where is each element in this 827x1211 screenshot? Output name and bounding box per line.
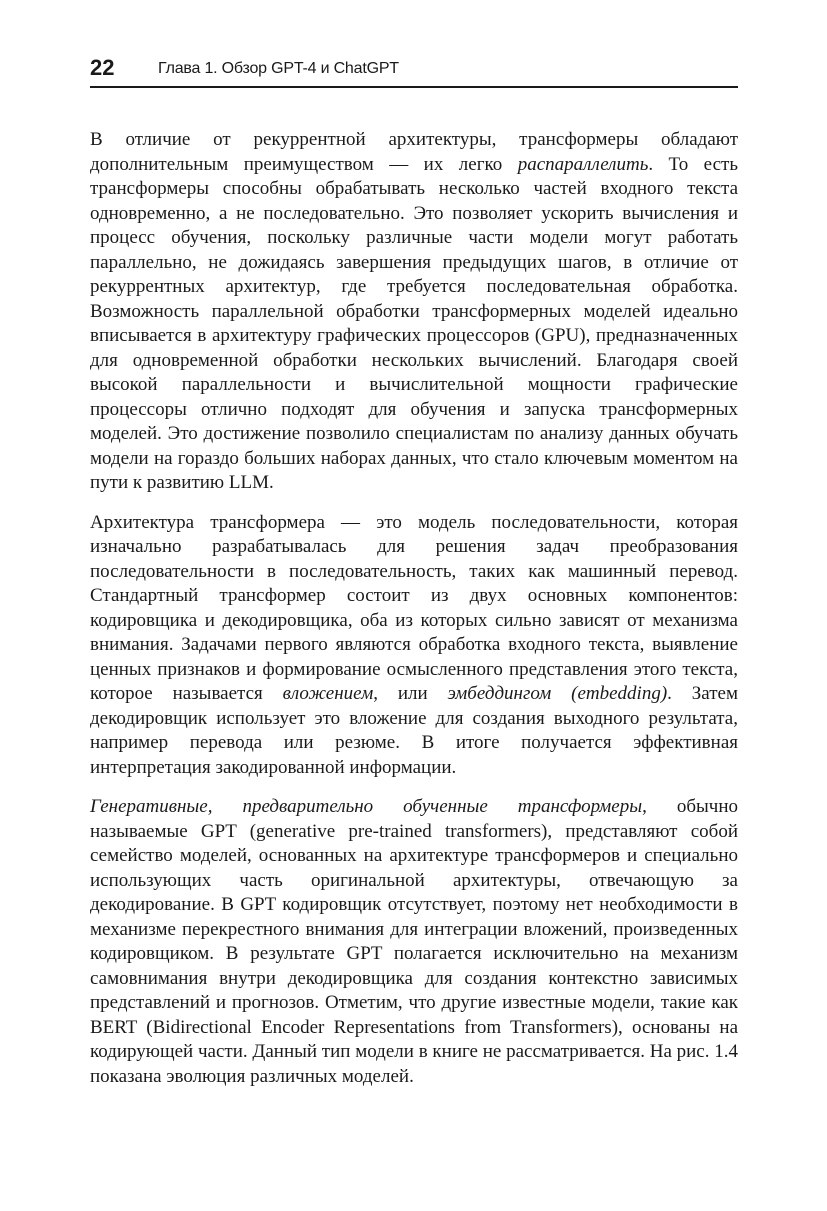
emphasis-term: эмбеддингом (embedding) bbox=[447, 683, 668, 704]
paragraph-text: Архитектура трансформера — это модель последовательности, которая изначально разрабатывалась для решения задач преобразования последовательности в последовательность, таких как машинный перевод. Стандартный трансформер состоит из двух основных компонентов: кодировщика и декодировщика, оба из которых сильно зависят от механизма внимания. Задачами первого являются обработка входного текста, выявление ценных признаков и формирование осмысленного представления этого текста, которое называется bbox=[90, 511, 738, 704]
emphasis-term: вложением bbox=[282, 683, 374, 704]
page-header bbox=[90, 54, 738, 88]
paragraph-transformer-architecture bbox=[90, 511, 738, 781]
paragraph-text: В отличие от рекуррентной архитектуры, трансформеры обладают дополнительным преимуществом — их легко bbox=[90, 129, 738, 175]
paragraph-text: . То есть трансформеры способны обрабатывать несколько частей входного текста одновременно, а не последовательно. Это позволяет ускорить вычисления и процесс обучения, поскольку различные части модели могут работать параллельно, не дожидаясь завершения предыдущих шагов, в отличие от рекуррентных архитектур, где требуется последовательная обработка. Возможность параллельной обработки трансформерных моделей идеально вписывается в архитектуру графических процессоров (GPU), предназначенных для одновременной обработки нескольких вычислений. Благодаря своей высокой параллельности и вычислительной мощности графические процессоры отлично подходят для обучения и запуска трансформерных моделей. Это достижение позволило специалистам по анализу данных обучать модели на гораздо больших наборах данных, что стало ключевым моментом на пути к развитию LLM. bbox=[90, 153, 738, 493]
emphasis-term: Генеративные, предварительно обученные трансформеры bbox=[90, 796, 643, 817]
paragraph-parallelism bbox=[90, 128, 738, 496]
paragraph-gpt bbox=[90, 795, 738, 1089]
body-text bbox=[90, 128, 738, 1089]
paragraph-text: , или bbox=[373, 683, 448, 704]
page-number: 22 bbox=[90, 55, 115, 80]
emphasis-term: распараллелить bbox=[517, 153, 649, 175]
running-head-title: Глава 1. Обзор GPT-4 и ChatGPT bbox=[158, 60, 399, 77]
paragraph-text: . Затем декодировщик использует это вложение для создания выходного результата, например перевода или резюме. В итоге получается эффективная интерпретация закодированной информации. bbox=[90, 683, 738, 778]
paragraph-text: , обычно называемые GPT (generative pre-trained transformers), представляют собой семейство моделей, основанных на архитектуре трансформеров и специально использующих часть оригинальной архитектуры, отвечающую за декодирование. В GPT кодировщик отсутствует, поэтому нет необходимости в механизме перекрестного внимания для интеграции вложений, произведенных кодировщиком. В результате GPT полагается исключительно на механизм самовнимания внутри декодировщика для создания контекстно зависимых представлений и прогнозов. Отметим, что другие известные модели, такие как BERT (Bidirectional Encoder Representations from Transformers), основаны на кодирующей части. Данный тип модели в книге не рассматривается. На рис. 1.4 показана эволюция различных моделей. bbox=[90, 796, 739, 1087]
